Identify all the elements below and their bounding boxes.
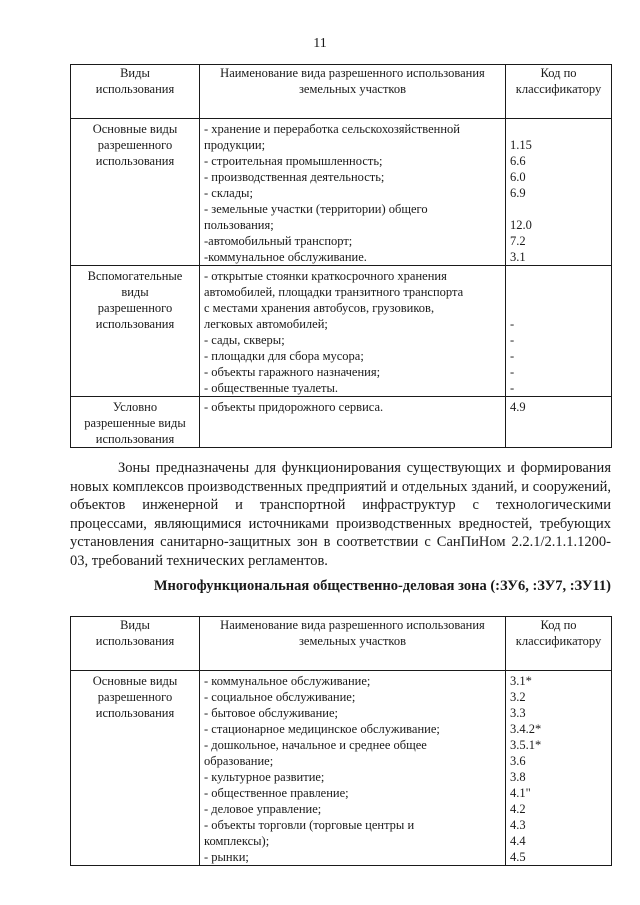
category-main: Основные виды разрешенного использования <box>71 119 200 266</box>
table-header-row <box>71 617 612 671</box>
use-names: - открытые стоянки краткосрочного хранения автомобилей, площадки транзитного транспорта с местами хранения автобусов, грузовиков, легковых автомобилей; - сады, скверы; - площадки для сбора мусора; - объекты гаражного назначения; - общественные туалеты. <box>200 266 506 397</box>
land-use-table-1 <box>70 64 612 448</box>
use-codes: 4.9 <box>506 397 612 448</box>
header-classifier-code: Код по классификатору <box>506 65 612 119</box>
header-classifier-code: Код по классификатору <box>506 617 612 671</box>
use-codes: - - - - - <box>506 266 612 397</box>
table-row <box>71 119 612 266</box>
table-header-row <box>71 65 612 119</box>
table-row <box>71 671 612 866</box>
land-use-table-2 <box>70 616 612 866</box>
use-codes: 3.1* 3.2 3.3 3.4.2* 3.5.1* 3.6 3.8 4.1" 4.2 4.3 4.4 4.5 <box>506 671 612 866</box>
zone-description-paragraph: Зоны предназначены для функционирования существующих и формирования новых комплексов производственных предприятий и отдельных зданий, и сооружений, объектов инженерной и транспортной инфраструктур с технологическими процессами, являющимися источниками производственных вредностей, требующих установления санитарно-защитных зон в соответствии с СанПиНом 2.2.1/2.1.1.1200-03, требований технических регламентов. <box>70 460 611 569</box>
header-use-types: Виды использования <box>71 617 200 671</box>
table-row <box>71 397 612 448</box>
header-use-name: Наименование вида разрешенного использования земельных участков <box>200 65 506 119</box>
use-codes: 1.15 6.6 6.0 6.9 12.0 7.2 3.1 <box>506 119 612 266</box>
use-names: - коммунальное обслуживание; - социальное обслуживание; - бытовое обслуживание; - стационарное медицинское обслуживание; - дошкольное, начальное и среднее общее образование; - культурное развитие; - общественное правление; - деловое управление; - объекты торговли (торговые центры и комплексы); - рынки; <box>200 671 506 866</box>
header-use-name: Наименование вида разрешенного использования земельных участков <box>200 617 506 671</box>
section-heading: Многофункциональная общественно-деловая зона (:ЗУ6, :ЗУ7, :ЗУ11) <box>153 578 611 594</box>
category-auxiliary: Вспомогательные виды разрешенного использования <box>71 266 200 397</box>
use-names: - объекты придорожного сервиса. <box>200 397 506 448</box>
category-conditional: Условно разрешенные виды использования <box>71 397 200 448</box>
header-use-types: Виды использования <box>71 65 200 119</box>
category-main: Основные виды разрешенного использования <box>71 671 200 866</box>
use-names: - хранение и переработка сельскохозяйственной продукции; - строительная промышленность; - производственная деятельность; - склады; - земельные участки (территории) общего пользования; -автомобильный транспорт; -коммунальное обслуживание. <box>200 119 506 266</box>
table-row <box>71 266 612 397</box>
page-number: 11 <box>313 36 327 51</box>
